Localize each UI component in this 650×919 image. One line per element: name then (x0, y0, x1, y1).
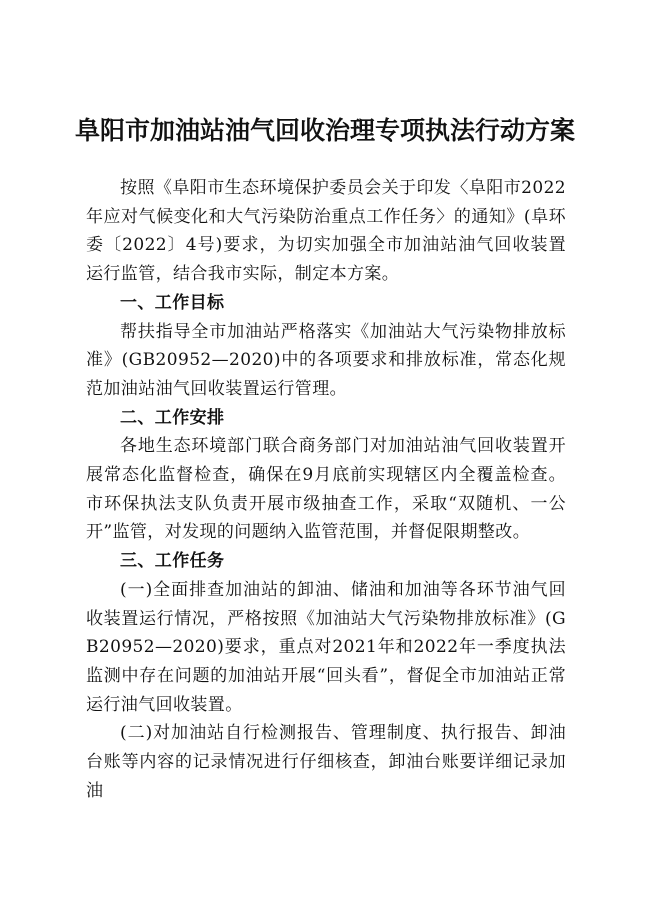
document-body (86, 174, 566, 805)
section-heading: 二、工作安排 (120, 407, 225, 428)
section-heading: 三、工作任务 (120, 551, 225, 572)
section-paragraph: 帮扶指导全市加油站严格落实《加油站大气污染物排放标准》(GB20952—2020)中的各项要求和排放标准，常态化规范加油站油气回收装置运行管理。 (86, 321, 566, 399)
section-paragraph: (二)对加油站自行检测报告、管理制度、执行报告、卸油台账等内容的记录情况进行仔细核查，卸油台账要详细记录加油 (86, 723, 566, 801)
section-heading: 一、工作目标 (120, 292, 225, 313)
intro-paragraph: 按照《阜阳市生态环境保护委员会关于印发〈阜阳市2022年应对气候变化和大气污染防治重点工作任务〉的通知》(阜环委〔2022〕4号)要求，为切实加强全市加油站油气回收装置运行监管，结合我市实际，制定本方案。 (86, 178, 566, 285)
section-paragraph: (一)全面排查加油站的卸油、储油和加油等各环节油气回收装置运行情况，严格按照《加油站大气污染物排放标准》(GB20952—2020)要求，重点对2021年和2022年一季度执法监测中存在问题的加油站开展“回头看”，督促全市加油站正常运行油气回收装置。 (86, 579, 566, 715)
document-title: 阜阳市加油站油气回收治理专项执法行动方案 (74, 116, 575, 145)
section-work-tasks (86, 547, 566, 805)
section-work-goal (86, 289, 566, 404)
section-paragraph: 各地生态环境部门联合商务部门对加油站油气回收装置开展常态化监督检查，确保在9月底前实现辖区内全覆盖检查。市环保执法支队负责开展市级抽查工作，采取“双随机、一公开”监管，对发现的问题纳入监管范围，并督促限期整改。 (86, 436, 566, 543)
section-work-arrangement (86, 404, 566, 548)
